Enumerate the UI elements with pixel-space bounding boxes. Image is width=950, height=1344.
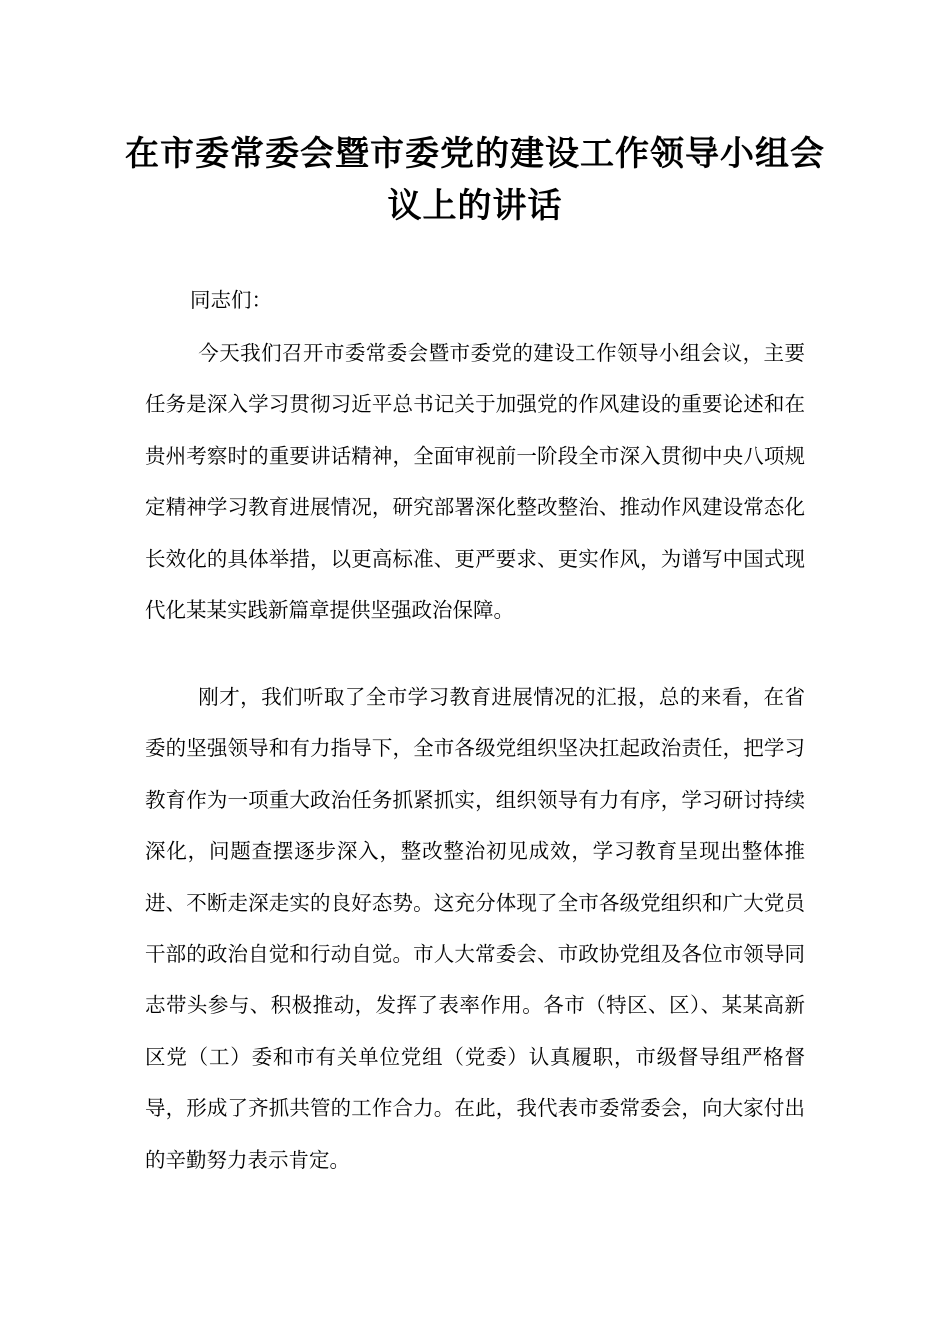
body-paragraph-2: 刚才，我们听取了全市学习教育进展情况的汇报，总的来看，在省委的坚强领导和有力指导下，全市各级党组织坚决扛起政治责任，把学习教育作为一项重大政治任务抓紧抓实，组织领导有力有序，学习研讨持续深化，问题查摆逐步深入，整改整治初见成效，学习教育呈现出整体推进、不断走深走实的良好态势。这充分体现了全市各级党组织和广大党员干部的政治自觉和行动自觉。市人大常委会、市政协党组及各位市领导同志带头参与、积极推动，发挥了表率作用。各市（特区、区）、某某高新区党（工）委和市有关单位党组（党委）认真履职，市级督导组严格督导，形成了齐抓共管的工作合力。在此，我代表市委常委会，向大家付出的辛勤努力表示肯定。: [145, 685, 805, 1172]
body-paragraph-1: 今天我们召开市委常委会暨市委党的建设工作领导小组会议，主要任务是深入学习贯彻习近平总书记关于加强党的作风建设的重要论述和在贵州考察时的重要讲话精神，全面审视前一阶段全市深入贯彻中央八项规定精神学习教育进展情况，研究部署深化整改整治、推动作风建设常态化长效化的具体举措，以更高标准、更严要求、更实作风，为谱写中国式现代化某某实践新篇章提供坚强政治保障。: [145, 341, 805, 623]
document-title: 在市委常委会暨市委党的建设工作领导小组会议上的讲话: [125, 134, 825, 226]
salutation: 同志们：: [190, 288, 272, 312]
